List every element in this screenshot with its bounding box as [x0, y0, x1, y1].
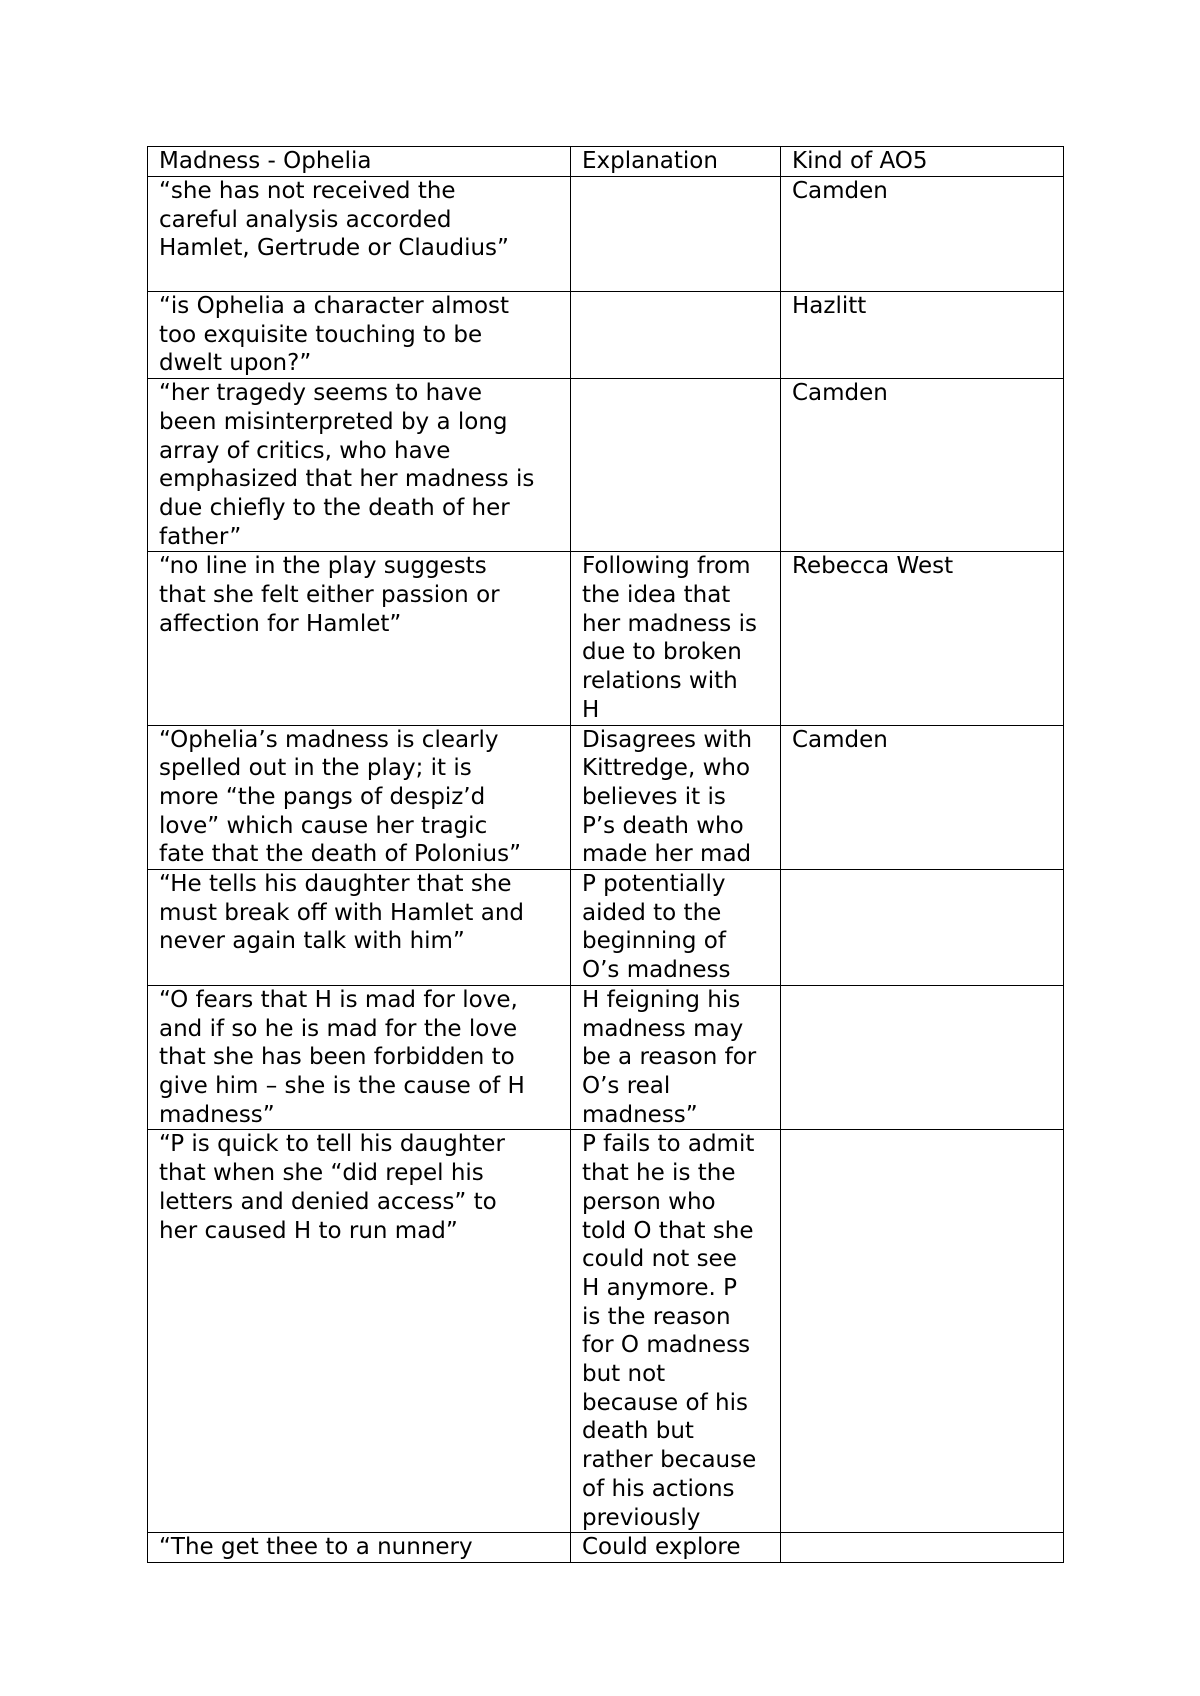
table-row	[148, 292, 1064, 379]
critic-cell: Rebecca West	[781, 552, 1064, 725]
critic-cell	[781, 870, 1064, 986]
table-row	[148, 725, 1064, 870]
table-row	[148, 1533, 1064, 1563]
critic-cell: Hazlitt	[781, 292, 1064, 379]
explanation-cell: P potentially aided to the beginning of O’s madness	[571, 870, 781, 986]
header-cell-topic: Madness - Ophelia	[148, 147, 571, 177]
quote-cell: “The get thee to a nunnery	[148, 1533, 571, 1563]
critic-cell: Camden	[781, 379, 1064, 552]
explanation-cell: Disagrees with Kittredge, who believes it is P’s death who made her mad	[571, 725, 781, 870]
quote-cell: “Ophelia’s madness is clearly spelled out in the play; it is more “the pangs of despiz’d love” which cause her tragic fate that the death of Polonius”	[148, 725, 571, 870]
explanation-cell: Could explore	[571, 1533, 781, 1563]
table-row	[148, 985, 1064, 1130]
explanation-cell: H feigning his madness may be a reason for O’s real madness”	[571, 985, 781, 1130]
critics-table	[147, 146, 1064, 1563]
quote-cell: “He tells his daughter that she must break off with Hamlet and never again talk with him”	[148, 870, 571, 986]
critic-cell	[781, 1533, 1064, 1563]
table-row	[148, 379, 1064, 552]
critic-cell	[781, 985, 1064, 1130]
header-cell-ao5: Kind of AO5	[781, 147, 1064, 177]
explanation-cell	[571, 177, 781, 292]
explanation-cell: Following from the idea that her madness is due to broken relations with H	[571, 552, 781, 725]
critic-cell: Camden	[781, 725, 1064, 870]
table-header-row	[148, 147, 1064, 177]
critic-cell	[781, 1130, 1064, 1533]
explanation-cell: P fails to admit that he is the person who told O that she could not see H anymore. P is the reason for O madness but not because of his death but rather because of his actions previously	[571, 1130, 781, 1533]
quote-cell: “is Ophelia a character almost too exquisite touching to be dwelt upon?”	[148, 292, 571, 379]
quote-cell: “O fears that H is mad for love, and if so he is mad for the love that she has been forbidden to give him – she is the cause of H madness”	[148, 985, 571, 1130]
quote-cell: “no line in the play suggests that she felt either passion or affection for Hamlet”	[148, 552, 571, 725]
quote-cell: “she has not received the careful analysis accorded Hamlet, Gertrude or Claudius”	[148, 177, 571, 292]
quote-cell: “P is quick to tell his daughter that when she “did repel his letters and denied access” to her caused H to run mad”	[148, 1130, 571, 1533]
critic-cell: Camden	[781, 177, 1064, 292]
explanation-cell	[571, 379, 781, 552]
quote-cell: “her tragedy seems to have been misinterpreted by a long array of critics, who have emphasized that her madness is due chiefly to the death of her father”	[148, 379, 571, 552]
table-row	[148, 1130, 1064, 1533]
table-row	[148, 552, 1064, 725]
explanation-cell	[571, 292, 781, 379]
header-cell-explanation: Explanation	[571, 147, 781, 177]
table-row	[148, 870, 1064, 986]
table-row	[148, 177, 1064, 292]
